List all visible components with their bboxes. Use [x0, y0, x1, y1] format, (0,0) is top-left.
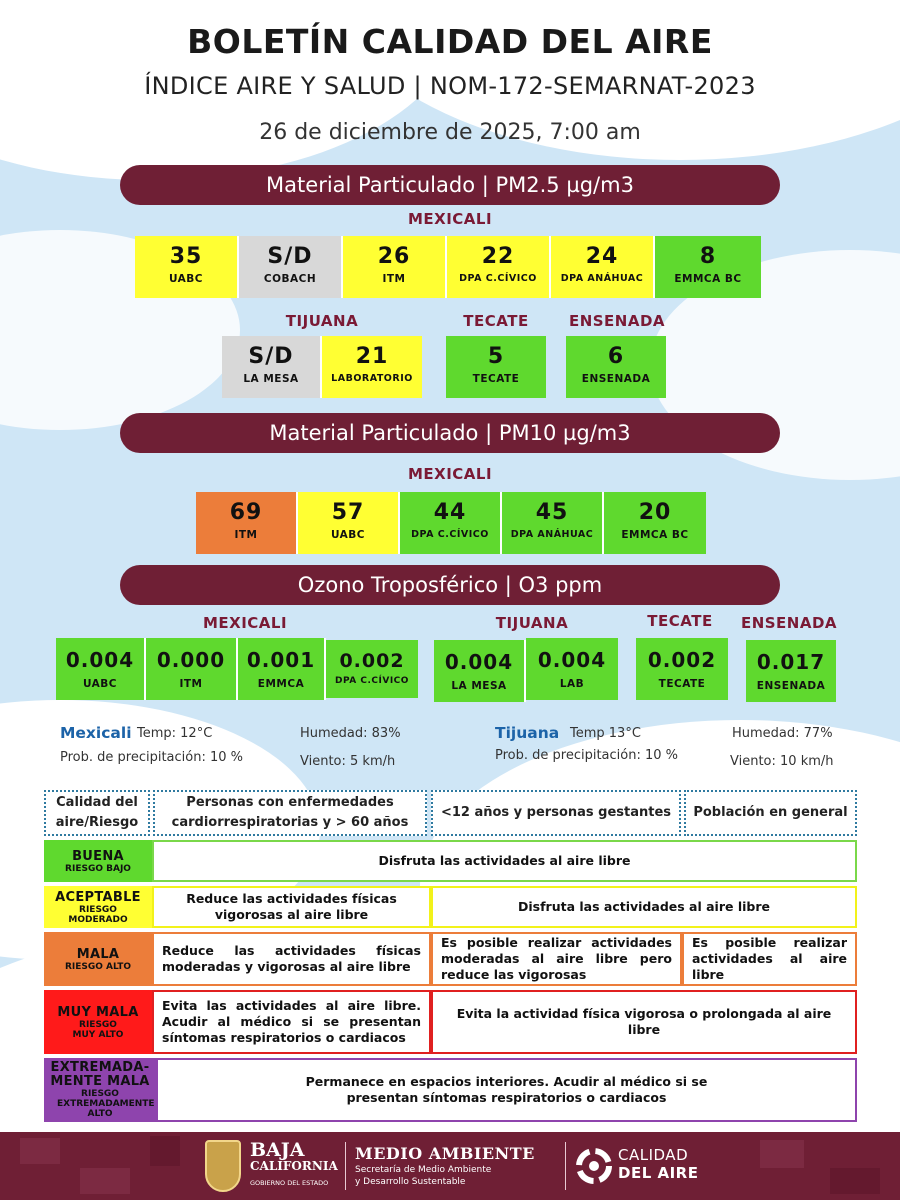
- risk-level-risk: RIESGO MUY ALTO: [72, 1019, 124, 1040]
- o3-station: UABC: [82, 678, 118, 690]
- pm25-value: 5: [487, 344, 505, 369]
- risk-msg-buena-all: Disfruta las actividades al aire libre: [152, 840, 857, 882]
- risk-msg-mala-cardio: Reduce las actividades físicas moderadas y vigorosas al aire libre: [152, 932, 431, 986]
- o3-ensenada-tile: [746, 640, 836, 702]
- weather-tijuana-temp: Temp 13°C: [570, 726, 641, 741]
- bulletin-date: 26 de diciembre de 2025, 7:00 am: [259, 120, 641, 145]
- weather-tijuana-wind: Viento: 10 km/h: [730, 754, 834, 769]
- pm25-tijuana-lamesa-tile: [222, 336, 322, 398]
- risk-msg-muy-mala-cardio: Evita las actividades al aire libre. Acudir al médico si se presentan síntomas respiratorios o cardiacos: [152, 990, 431, 1054]
- o3-mexicali-uabc-tile: [56, 638, 146, 700]
- pm25-station: ITM: [382, 273, 406, 285]
- o3-station: LAB: [559, 678, 585, 690]
- o3-tijuana-label: TIJUANA: [495, 614, 569, 632]
- o3-tijuana-lamesa-tile: [434, 640, 526, 702]
- weather-mexicali-city: [60, 724, 132, 742]
- risk-level-buena: [44, 840, 152, 882]
- o3-tecate-tile: [636, 638, 728, 700]
- baja-line3: GOBIERNO DEL ESTADO: [250, 1179, 329, 1187]
- baja-line1: BAJA: [250, 1139, 305, 1161]
- risk-level-name: ACEPTABLE: [55, 889, 141, 905]
- o3-value: 0.004: [444, 650, 514, 674]
- risk-level-name: EXTREMADA-MENTE MALA: [50, 1060, 150, 1089]
- pm10-station: ITM: [234, 529, 258, 541]
- pm10-station: UABC: [330, 529, 366, 541]
- pm25-value: 24: [585, 244, 619, 269]
- risk-level-aceptable: [44, 886, 152, 928]
- o3-mexicali-civico-tile: [326, 640, 418, 698]
- pm25-mexicali-itm-tile: [343, 236, 447, 298]
- risk-msg-aceptable-cardio: Reduce las actividades físicas vigorosas al aire libre: [152, 886, 431, 928]
- medio-ambiente-title: MEDIO AMBIENTE: [355, 1144, 535, 1163]
- pm25-station: UABC: [168, 273, 204, 285]
- pm25-station: ENSENADA: [581, 373, 651, 385]
- o3-band: Ozono Troposférico | O3 ppm: [120, 565, 780, 605]
- pm10-value: 45: [535, 500, 569, 525]
- footer-divider: [565, 1142, 566, 1190]
- o3-value: 0.017: [756, 650, 826, 674]
- pm10-mexicali-emmca-tile: [604, 492, 706, 554]
- pm25-mexicali-cobach-tile: [239, 236, 343, 298]
- risk-level-extremadamente-mala: [44, 1058, 156, 1122]
- bulletin-title: BOLETÍN CALIDAD DEL AIRE: [187, 22, 713, 61]
- pm25-value: 6: [607, 344, 625, 369]
- pm25-mexicali-uabc-tile: [135, 236, 239, 298]
- risk-level-name: MALA: [76, 946, 120, 962]
- footer-bar: [0, 1132, 900, 1200]
- o3-station: DPA C.CÍVICO: [335, 676, 409, 686]
- pm25-tecate-label: TECATE: [463, 312, 529, 330]
- pm25-tijuana-label: TIJUANA: [285, 312, 359, 330]
- pm10-mexicali-anahuac-tile: [502, 492, 604, 554]
- pm25-mexicali-label: MEXICALI: [407, 210, 493, 228]
- o3-value: 0.000: [156, 648, 226, 672]
- pm25-value: 26: [377, 244, 411, 269]
- pm10-value: 69: [229, 500, 263, 525]
- o3-station: ITM: [179, 678, 203, 690]
- pm25-station: LABORATORIO: [331, 373, 413, 384]
- pm10-station: EMMCA BC: [621, 529, 689, 541]
- medio-ambiente-sub1: Secretaría de Medio Ambiente: [355, 1165, 492, 1175]
- pm25-value: S/D: [248, 344, 294, 369]
- o3-station: TECATE: [658, 678, 706, 690]
- weather-city-name: Tijuana: [495, 724, 560, 742]
- calidad-del-aire-logo-icon: [576, 1148, 612, 1184]
- medio-ambiente-sub2: y Desarrollo Sustentable: [355, 1177, 466, 1187]
- pm25-band: Material Particulado | PM2.5 µg/m3: [120, 165, 780, 205]
- baja-line2: CALIFORNIA: [250, 1159, 338, 1173]
- o3-mexicali-emmca-tile: [238, 638, 326, 700]
- pm10-mexicali-uabc-tile: [298, 492, 400, 554]
- pm25-value: 22: [481, 244, 515, 269]
- o3-tecate-label: TECATE: [647, 612, 713, 630]
- o3-station: EMMCA: [257, 678, 305, 690]
- risk-level-mala: [44, 932, 152, 986]
- risk-level-name: BUENA: [72, 848, 124, 864]
- pm25-station: LA MESA: [243, 373, 299, 385]
- pm25-mexicali-emmca-tile: [655, 236, 761, 298]
- pm25-mexicali-anahuac-tile: [551, 236, 655, 298]
- pm25-station: EMMCA BC: [674, 273, 742, 285]
- o3-value: 0.004: [65, 648, 135, 672]
- risk-msg-aceptable-others: Disfruta las actividades al aire libre: [431, 886, 857, 928]
- pm25-station: TECATE: [472, 373, 520, 385]
- risk-level-risk: RIESGO ALTO: [64, 961, 132, 972]
- pm25-ensenada-tile: [566, 336, 666, 398]
- pm10-mexicali-label: MEXICALI: [407, 465, 493, 483]
- o3-value: 0.004: [537, 648, 607, 672]
- o3-value: 0.002: [339, 650, 405, 672]
- pm25-station: COBACH: [263, 273, 317, 285]
- risk-header-general: Población en general: [684, 790, 857, 836]
- pm10-mexicali-itm-tile: [196, 492, 298, 554]
- risk-header-cardio: Personas con enfermedades cardiorrespiratorias y > 60 años: [153, 790, 427, 836]
- o3-station: LA MESA: [451, 680, 507, 692]
- o3-value: 0.001: [246, 648, 316, 672]
- pm25-station: DPA C.CÍVICO: [459, 273, 537, 284]
- weather-tijuana-precip: Prob. de precipitación: 10 %: [495, 748, 679, 763]
- pm25-value: S/D: [267, 244, 313, 269]
- weather-mexicali-humidity: Humedad: 83%: [300, 726, 401, 741]
- footer-divider: [345, 1142, 346, 1190]
- o3-mexicali-label: MEXICALI: [202, 614, 288, 632]
- pm10-value: 20: [638, 500, 672, 525]
- weather-mexicali-precip: Prob. de precipitación: 10 %: [60, 750, 244, 765]
- pm10-station: DPA ANÁHUAC: [510, 529, 594, 540]
- pm25-value: 35: [169, 244, 203, 269]
- o3-tijuana-lab-tile: [526, 638, 618, 700]
- risk-level-name: MUY MALA: [57, 1004, 139, 1020]
- baja-california-shield-icon: [205, 1140, 241, 1192]
- bulletin-subtitle: ÍNDICE AIRE Y SALUD | NOM-172-SEMARNAT-2023: [144, 72, 756, 100]
- risk-level-risk: RIESGO BAJO: [65, 863, 131, 874]
- pm10-mexicali-civico-tile: [400, 492, 502, 554]
- calidad-aire-line2: DEL AIRE: [618, 1164, 699, 1182]
- risk-msg-mala-general: Es posible realizar actividades al aire libre: [682, 932, 857, 986]
- pm25-value: 21: [355, 344, 389, 369]
- risk-msg-mala-children: Es posible realizar actividades moderadas al aire libre pero reduce las vigorosas: [431, 932, 682, 986]
- risk-level-muy-mala: [44, 990, 152, 1054]
- pm25-ensenada-label: ENSENADA: [568, 312, 666, 330]
- risk-level-risk: RIESGO MODERADO: [68, 904, 128, 925]
- weather-mexicali-temp: Temp: 12°C: [137, 726, 213, 741]
- calidad-aire-line1: CALIDAD: [618, 1146, 689, 1164]
- risk-level-risk: RIESGO EXTREMADAMENTE ALTO: [57, 1089, 155, 1119]
- pm25-mexicali-civico-tile: [447, 236, 551, 298]
- weather-tijuana-city: [495, 724, 559, 742]
- o3-value: 0.002: [647, 648, 717, 672]
- risk-header-children: <12 años y personas gestantes: [431, 790, 681, 836]
- risk-header-level: Calidad del aire/Riesgo: [44, 790, 150, 836]
- weather-tijuana-humidity: Humedad: 77%: [732, 726, 833, 741]
- pm10-value: 57: [331, 500, 365, 525]
- pm10-band: Material Particulado | PM10 µg/m3: [120, 413, 780, 453]
- weather-city-name: Mexicali: [60, 724, 132, 742]
- pm25-tecate-tile: [446, 336, 546, 398]
- pm25-station: DPA ANÁHUAC: [560, 273, 644, 284]
- pm25-value: 8: [699, 244, 717, 269]
- risk-msg-muy-mala-others: Evita la actividad física vigorosa o prolongada al aire libre: [431, 990, 857, 1054]
- weather-mexicali-wind: Viento: 5 km/h: [300, 754, 396, 769]
- o3-ensenada-label: ENSENADA: [740, 614, 838, 632]
- pm10-station: DPA C.CÍVICO: [411, 529, 489, 540]
- pm25-tijuana-lab-tile: [322, 336, 422, 398]
- risk-msg-extremadamente-mala-all: Permanece en espacios interiores. Acudir al médico si se presentan síntomas respiratorios o cardiacos: [156, 1058, 857, 1122]
- o3-station: ENSENADA: [756, 680, 826, 692]
- o3-mexicali-itm-tile: [146, 638, 238, 700]
- pm10-value: 44: [433, 500, 467, 525]
